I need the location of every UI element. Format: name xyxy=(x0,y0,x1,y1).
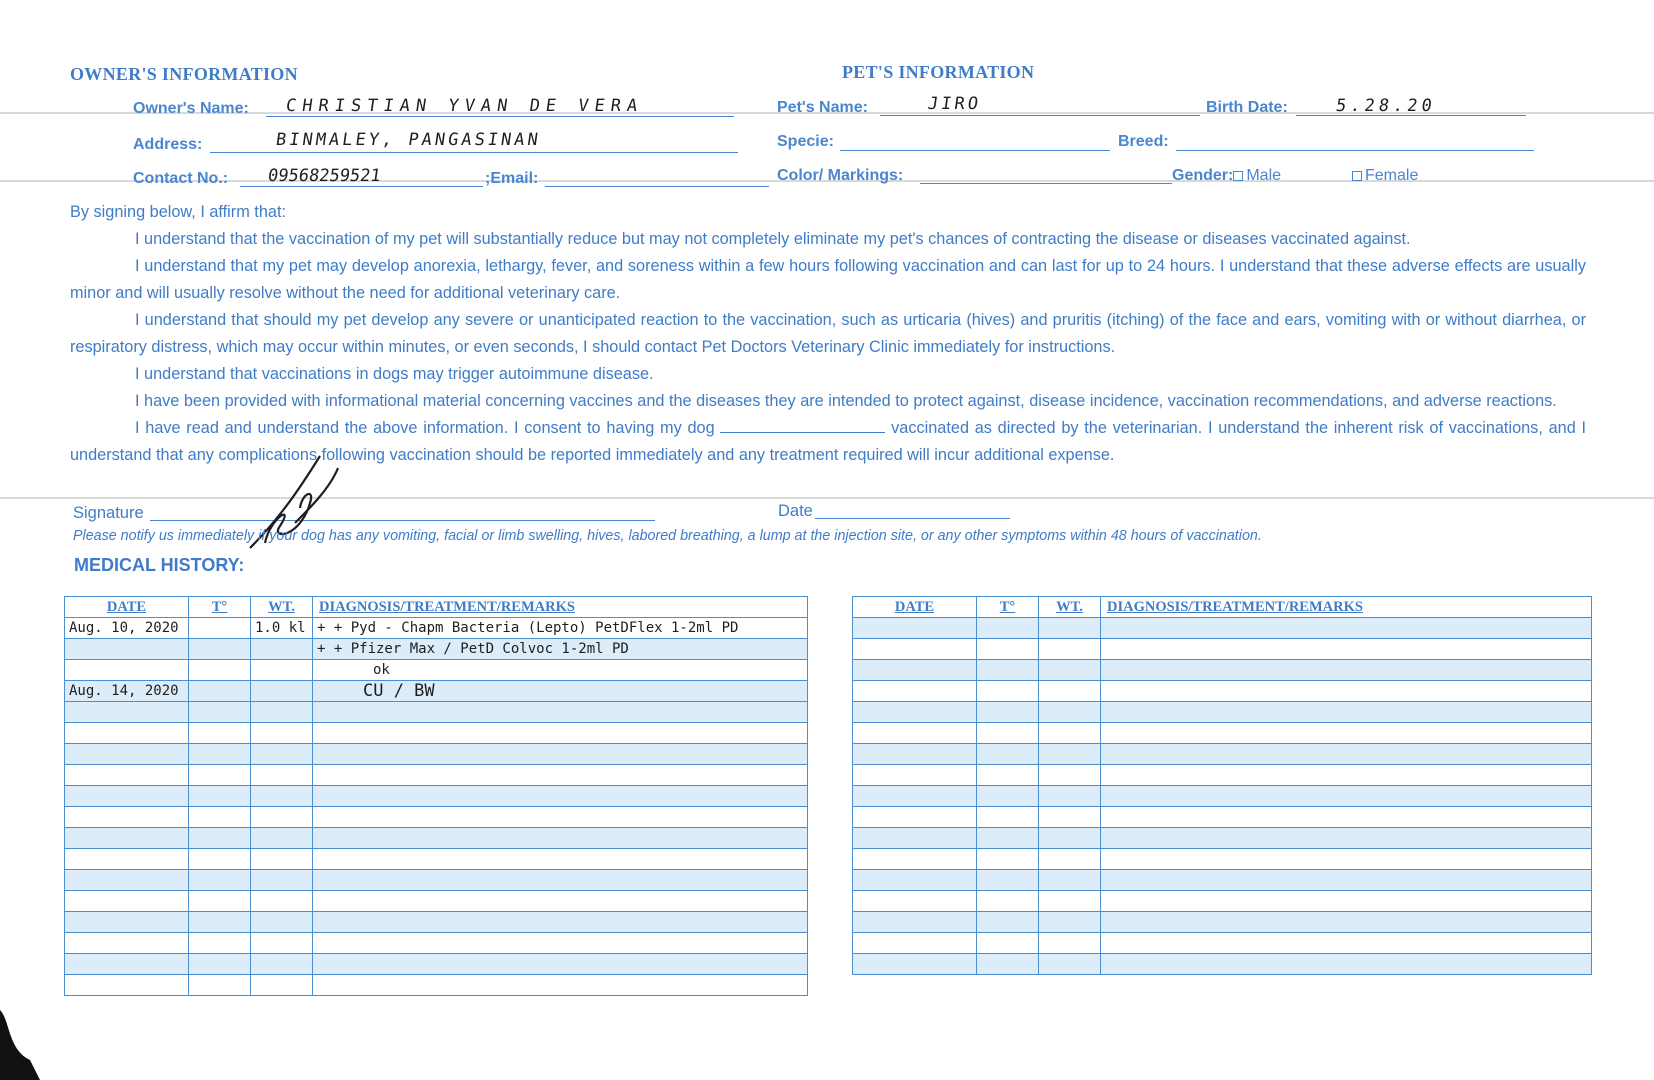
owner-name-value[interactable]: CHRISTIAN YVAN DE VERA xyxy=(284,96,645,116)
entry-date[interactable] xyxy=(65,912,189,933)
table-row xyxy=(65,975,808,996)
entry-date[interactable]: Aug. 14, 2020 xyxy=(65,681,189,702)
entry-remarks[interactable] xyxy=(313,975,808,996)
medical-history-table-right xyxy=(852,596,1592,975)
entry-weight[interactable] xyxy=(251,828,313,849)
entry-temp[interactable] xyxy=(977,828,1039,849)
col-remarks: DIAGNOSIS/TREATMENT/REMARKS xyxy=(313,597,808,618)
color-markings-line xyxy=(920,183,1172,184)
table-row xyxy=(65,849,808,870)
contact-line xyxy=(240,186,483,187)
female-option-label: Female xyxy=(1365,167,1419,184)
entry-weight[interactable] xyxy=(251,954,313,975)
date-line[interactable] xyxy=(815,518,1010,519)
col-weight: WT. xyxy=(1039,597,1101,618)
entry-date[interactable] xyxy=(853,639,977,660)
pet-name-label: Pet's Name: xyxy=(777,99,868,116)
entry-weight[interactable] xyxy=(1039,765,1101,786)
entry-date[interactable] xyxy=(65,870,189,891)
entry-date[interactable] xyxy=(853,702,977,723)
entry-date[interactable] xyxy=(853,618,977,639)
entry-weight[interactable] xyxy=(1039,912,1101,933)
pet-name-value[interactable]: JIRO xyxy=(926,94,983,114)
entry-weight[interactable] xyxy=(1039,786,1101,807)
contact-value[interactable]: 09568259521 xyxy=(266,166,382,186)
entry-date[interactable] xyxy=(853,933,977,954)
entry-temp[interactable] xyxy=(977,639,1039,660)
table-row xyxy=(853,954,1592,975)
owner-info-heading: OWNER'S INFORMATION xyxy=(70,64,298,84)
pet-name-line xyxy=(880,115,1200,116)
entry-temp[interactable] xyxy=(977,786,1039,807)
consent-paragraph-4: I understand that vaccinations in dogs may trigger autoimmune disease. xyxy=(135,365,654,383)
entry-remarks[interactable] xyxy=(313,702,808,723)
entry-remarks[interactable]: ok xyxy=(313,660,808,681)
table-row xyxy=(853,891,1592,912)
entry-remarks[interactable] xyxy=(313,954,808,975)
entry-weight[interactable] xyxy=(251,744,313,765)
entry-temp[interactable] xyxy=(977,618,1039,639)
col-temp: T° xyxy=(189,597,251,618)
table-row xyxy=(65,639,808,660)
entry-remarks[interactable] xyxy=(1101,807,1592,828)
entry-remarks[interactable] xyxy=(1101,870,1592,891)
entry-remarks[interactable] xyxy=(313,891,808,912)
entry-weight[interactable] xyxy=(251,912,313,933)
consent-intro: By signing below, I affirm that: xyxy=(70,203,286,221)
col-remarks: DIAGNOSIS/TREATMENT/REMARKS xyxy=(1101,597,1592,618)
entry-date[interactable] xyxy=(65,723,189,744)
entry-date[interactable] xyxy=(853,828,977,849)
breed-line xyxy=(1176,150,1534,151)
scan-corner-shadow xyxy=(0,990,60,1080)
consent-paragraph-5: I have been provided with informational material concerning vaccines and the diseases they are intended to protect against, disease incidence, vaccination recommendations, and adverse reactions. xyxy=(135,392,1557,410)
consent-paragraph-1: I understand that the vaccination of my pet will substantially reduce but may not completely eliminate my pet's chances of contracting the disease or diseases vaccinated against. xyxy=(135,230,1411,248)
female-option xyxy=(1352,167,1418,185)
entry-weight[interactable] xyxy=(1039,702,1101,723)
table-row xyxy=(853,828,1592,849)
entry-weight[interactable] xyxy=(1039,828,1101,849)
entry-date[interactable] xyxy=(65,660,189,681)
entry-temp[interactable] xyxy=(189,618,251,639)
entry-remarks[interactable] xyxy=(313,912,808,933)
entry-weight[interactable] xyxy=(1039,660,1101,681)
consent-text xyxy=(70,199,1586,469)
table-row xyxy=(853,933,1592,954)
entry-weight[interactable] xyxy=(251,849,313,870)
owner-name-label: Owner's Name: xyxy=(133,100,249,117)
email-line xyxy=(545,186,769,187)
entry-weight[interactable]: 1.0 kl xyxy=(251,618,313,639)
entry-date[interactable] xyxy=(853,660,977,681)
entry-remarks[interactable] xyxy=(1101,849,1592,870)
entry-weight[interactable] xyxy=(1039,954,1101,975)
entry-temp[interactable] xyxy=(189,870,251,891)
entry-remarks[interactable] xyxy=(313,849,808,870)
entry-weight[interactable] xyxy=(251,723,313,744)
entry-remarks[interactable] xyxy=(1101,912,1592,933)
birth-date-label: Birth Date: xyxy=(1206,99,1288,116)
col-date: DATE xyxy=(65,597,189,618)
entry-remarks[interactable] xyxy=(313,807,808,828)
entry-temp[interactable] xyxy=(977,891,1039,912)
consent-paragraph-3: I understand that should my pet develop any severe or unanticipated reaction to the vaccination, such as urticaria (hives) and pruritis (itching) of the face and ears, vomiting with or without diarrhea, or respiratory distress, which may occur within minutes, or even seconds, I should contact Pet Doctors Veterinary Clinic immediately for instructions. xyxy=(70,311,1586,356)
table-row xyxy=(65,807,808,828)
col-date: DATE xyxy=(853,597,977,618)
entry-date[interactable] xyxy=(853,765,977,786)
entry-weight[interactable] xyxy=(251,639,313,660)
color-markings-label: Color/ Markings: xyxy=(777,167,904,184)
entry-temp[interactable] xyxy=(977,723,1039,744)
entry-temp[interactable] xyxy=(977,849,1039,870)
male-checkbox[interactable] xyxy=(1233,171,1243,181)
entry-weight[interactable] xyxy=(1039,681,1101,702)
entry-date[interactable] xyxy=(65,975,189,996)
entry-date[interactable] xyxy=(65,807,189,828)
entry-remarks[interactable] xyxy=(1101,828,1592,849)
entry-temp[interactable] xyxy=(189,933,251,954)
breed-label: Breed: xyxy=(1118,133,1169,150)
entry-temp[interactable] xyxy=(977,702,1039,723)
entry-weight[interactable] xyxy=(251,891,313,912)
table-row xyxy=(853,870,1592,891)
owner-name-line xyxy=(266,116,734,117)
entry-weight[interactable] xyxy=(1039,618,1101,639)
table-row xyxy=(65,765,808,786)
entry-date[interactable] xyxy=(65,786,189,807)
entry-date[interactable]: Aug. 10, 2020 xyxy=(65,618,189,639)
entry-temp[interactable] xyxy=(189,702,251,723)
entry-date[interactable] xyxy=(853,681,977,702)
gender-label xyxy=(1172,167,1281,185)
entry-remarks[interactable] xyxy=(1101,933,1592,954)
entry-remarks[interactable] xyxy=(1101,786,1592,807)
entry-temp[interactable] xyxy=(189,975,251,996)
entry-weight[interactable] xyxy=(1039,849,1101,870)
entry-weight[interactable] xyxy=(251,786,313,807)
entry-date[interactable] xyxy=(853,891,977,912)
entry-date[interactable] xyxy=(853,954,977,975)
entry-remarks[interactable] xyxy=(313,744,808,765)
entry-temp[interactable] xyxy=(189,744,251,765)
entry-date[interactable] xyxy=(65,765,189,786)
entry-temp[interactable] xyxy=(977,744,1039,765)
table-row xyxy=(853,786,1592,807)
entry-date[interactable] xyxy=(65,849,189,870)
table-row xyxy=(853,723,1592,744)
gender-label-text: Gender: xyxy=(1172,167,1234,184)
entry-weight[interactable] xyxy=(1039,807,1101,828)
entry-remarks[interactable] xyxy=(1101,702,1592,723)
entry-temp[interactable] xyxy=(189,765,251,786)
entry-remarks[interactable] xyxy=(1101,639,1592,660)
entry-remarks[interactable] xyxy=(1101,723,1592,744)
entry-remarks[interactable] xyxy=(1101,744,1592,765)
table-row xyxy=(853,765,1592,786)
entry-weight[interactable] xyxy=(251,975,313,996)
entry-remarks[interactable]: + + Pyd - Chapm Bacteria (Lepto) PetDFlex 1-2ml PD xyxy=(313,618,808,639)
date-label: Date xyxy=(778,502,813,520)
entry-remarks[interactable] xyxy=(313,765,808,786)
male-option-label: Male xyxy=(1246,167,1282,184)
entry-date[interactable] xyxy=(65,891,189,912)
entry-temp[interactable] xyxy=(977,912,1039,933)
entry-temp[interactable] xyxy=(977,933,1039,954)
entry-date[interactable] xyxy=(853,744,977,765)
col-weight: WT. xyxy=(251,597,313,618)
entry-temp[interactable] xyxy=(189,954,251,975)
entry-weight[interactable] xyxy=(251,681,313,702)
entry-remarks[interactable] xyxy=(1101,765,1592,786)
pet-info-heading: PET'S INFORMATION xyxy=(842,62,1035,82)
table-row xyxy=(65,702,808,723)
table-row xyxy=(853,912,1592,933)
entry-temp[interactable] xyxy=(189,660,251,681)
table-row xyxy=(853,744,1592,765)
signature-line[interactable] xyxy=(150,520,655,521)
entry-temp[interactable] xyxy=(189,891,251,912)
entry-date[interactable] xyxy=(853,723,977,744)
entry-weight[interactable] xyxy=(1039,639,1101,660)
entry-weight[interactable] xyxy=(251,660,313,681)
entry-date[interactable] xyxy=(853,786,977,807)
table-row xyxy=(65,891,808,912)
entry-weight[interactable] xyxy=(251,702,313,723)
entry-remarks[interactable] xyxy=(1101,681,1592,702)
col-temp: T° xyxy=(977,597,1039,618)
entry-weight[interactable] xyxy=(251,807,313,828)
table-row xyxy=(65,618,808,639)
entry-remarks[interactable] xyxy=(1101,660,1592,681)
entry-weight[interactable] xyxy=(1039,891,1101,912)
contact-label: Contact No.: xyxy=(133,170,229,187)
entry-remarks[interactable] xyxy=(313,723,808,744)
table-row xyxy=(65,786,808,807)
entry-weight[interactable] xyxy=(1039,723,1101,744)
entry-temp[interactable] xyxy=(189,912,251,933)
consent-paragraph-2: I understand that my pet may develop anorexia, lethargy, fever, and soreness within a few hours following vaccination and can last for up to 24 hours. I understand that these adverse effects are usually minor and will usually resolve without the need for additional veterinary care. xyxy=(70,257,1586,302)
medical-history-heading: MEDICAL HISTORY: xyxy=(74,555,245,575)
entry-temp[interactable] xyxy=(189,639,251,660)
entry-weight[interactable] xyxy=(1039,744,1101,765)
table-row xyxy=(65,933,808,954)
entry-date[interactable] xyxy=(65,954,189,975)
table-row xyxy=(853,702,1592,723)
entry-date[interactable] xyxy=(65,744,189,765)
dog-name-blank[interactable] xyxy=(720,432,885,433)
entry-remarks[interactable] xyxy=(313,786,808,807)
entry-remarks[interactable] xyxy=(1101,954,1592,975)
table-row xyxy=(65,744,808,765)
entry-remarks[interactable] xyxy=(1101,891,1592,912)
table-row xyxy=(853,618,1592,639)
notify-notice: Please notify us immediately if your dog has any vomiting, facial or limb swelling, hives, labored breathing, a lump at the injection site, or any other symptoms within 48 hours of vaccination. xyxy=(73,528,1262,544)
birth-date-value[interactable]: 5.28.20 xyxy=(1334,96,1438,116)
address-label: Address: xyxy=(133,136,203,153)
consent-paragraph-6b: vaccinated as directed by the veterinarian. I understand the inherent risk of vaccinations, and I understand that any complications following vaccination should be reported immediately and any treatment required will incur additional expense. xyxy=(70,419,1587,464)
entry-remarks[interactable]: + + Pfizer Max / PetD Colvoc 1-2ml PD xyxy=(313,639,808,660)
table-row xyxy=(853,807,1592,828)
entry-date[interactable] xyxy=(853,870,977,891)
entry-weight[interactable] xyxy=(251,870,313,891)
entry-remarks[interactable] xyxy=(1101,618,1592,639)
entry-remarks[interactable] xyxy=(313,828,808,849)
entry-weight[interactable] xyxy=(1039,870,1101,891)
consent-paragraph-6a: I have read and understand the above information. I consent to having my dog xyxy=(135,419,715,437)
entry-date[interactable] xyxy=(65,933,189,954)
email-label: ;Email: xyxy=(485,170,539,187)
entry-date[interactable] xyxy=(65,639,189,660)
entry-temp[interactable] xyxy=(977,954,1039,975)
entry-temp[interactable] xyxy=(977,870,1039,891)
table-row xyxy=(853,660,1592,681)
entry-temp[interactable] xyxy=(189,828,251,849)
table-row xyxy=(853,681,1592,702)
entry-weight[interactable] xyxy=(251,933,313,954)
entry-date[interactable] xyxy=(853,912,977,933)
entry-remarks[interactable]: CU / BW xyxy=(313,681,808,702)
address-value[interactable]: BINMALEY, PANGASINAN xyxy=(274,130,543,150)
entry-remarks[interactable] xyxy=(313,870,808,891)
table-row xyxy=(65,723,808,744)
table-row xyxy=(65,870,808,891)
specie-line xyxy=(840,150,1110,151)
specie-label: Specie: xyxy=(777,133,834,150)
entry-temp[interactable] xyxy=(189,849,251,870)
medical-history-table-left xyxy=(64,596,808,996)
entry-temp[interactable] xyxy=(977,660,1039,681)
entry-temp[interactable] xyxy=(189,723,251,744)
entry-temp[interactable] xyxy=(977,807,1039,828)
table-row xyxy=(65,828,808,849)
entry-temp[interactable] xyxy=(189,807,251,828)
entry-temp[interactable] xyxy=(977,681,1039,702)
female-checkbox[interactable] xyxy=(1352,171,1362,181)
entry-date[interactable] xyxy=(853,807,977,828)
entry-weight[interactable] xyxy=(1039,933,1101,954)
table-row xyxy=(65,954,808,975)
table-row xyxy=(853,639,1592,660)
table-row xyxy=(65,681,808,702)
signature-label: Signature xyxy=(73,504,144,522)
entry-date[interactable] xyxy=(65,828,189,849)
entry-temp[interactable] xyxy=(189,681,251,702)
address-line xyxy=(210,152,738,153)
table-row xyxy=(65,912,808,933)
entry-date[interactable] xyxy=(853,849,977,870)
entry-temp[interactable] xyxy=(189,786,251,807)
entry-weight[interactable] xyxy=(251,765,313,786)
entry-date[interactable] xyxy=(65,702,189,723)
entry-temp[interactable] xyxy=(977,765,1039,786)
entry-remarks[interactable] xyxy=(313,933,808,954)
table-row xyxy=(65,660,808,681)
table-row xyxy=(853,849,1592,870)
